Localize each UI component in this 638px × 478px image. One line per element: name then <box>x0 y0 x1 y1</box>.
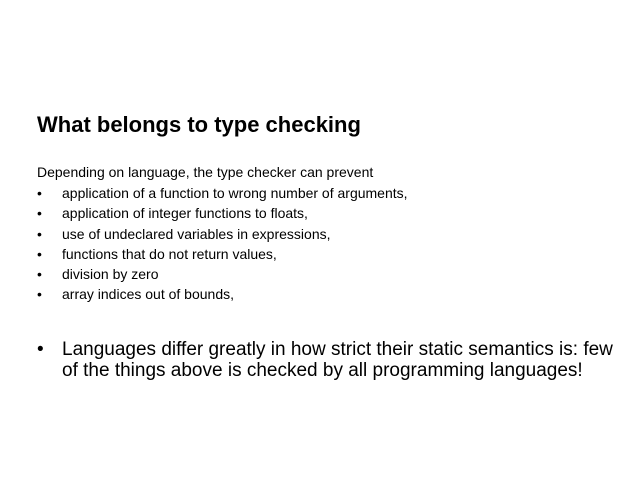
intro-text: Depending on language, the type checker can prevent <box>37 164 374 180</box>
list-item-text: use of undeclared variables in expressions, <box>62 225 331 242</box>
conclusion-point <box>37 339 617 381</box>
list-item-text: array indices out of bounds, <box>62 286 234 303</box>
bullet-icon: • <box>37 205 42 222</box>
bullet-icon: • <box>37 185 42 201</box>
slide-title: What belongs to type checking <box>37 112 361 137</box>
list-item-text: application of a function to wrong number of arguments, <box>62 185 408 201</box>
bullet-icon: • <box>37 286 42 303</box>
bullet-icon: • <box>37 245 42 262</box>
bullet-icon: • <box>37 266 42 283</box>
bullet-icon: • <box>37 339 44 360</box>
list-item-text: functions that do not return values, <box>62 245 277 262</box>
conclusion-text: Languages differ greatly in how strict their static semantics is: few of the things above is checked by all programming languages! <box>62 339 613 381</box>
list-item-text: application of integer functions to floats, <box>62 205 308 222</box>
list-item-text: division by zero <box>62 266 159 283</box>
bullet-icon: • <box>37 225 42 242</box>
